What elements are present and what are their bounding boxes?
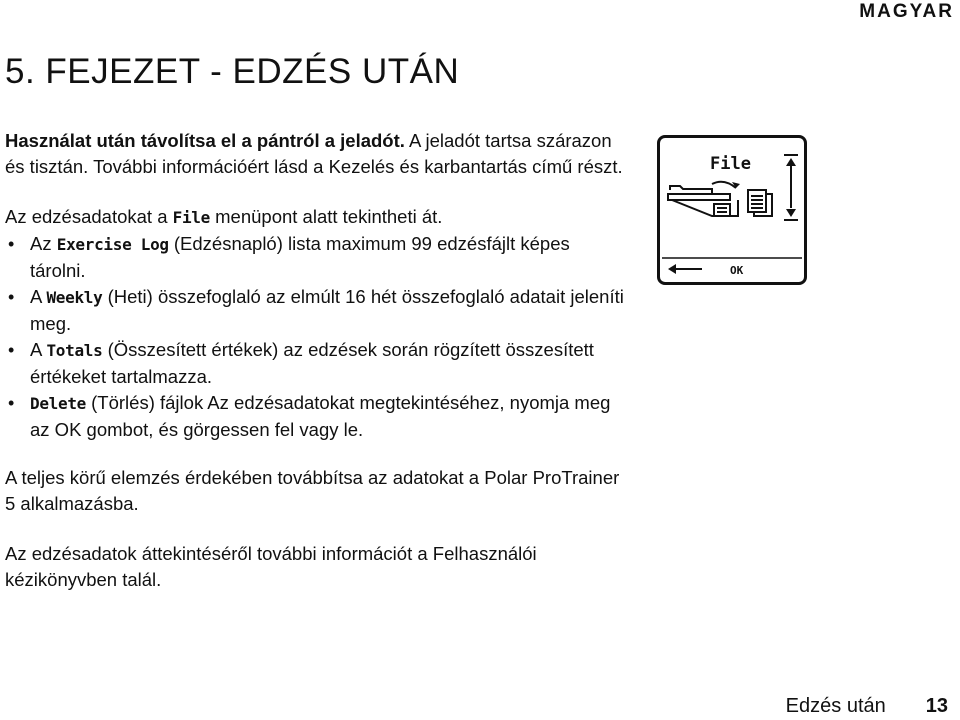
device-screen-illustration (657, 135, 807, 285)
page-footer (786, 695, 948, 718)
list-item (5, 231, 625, 284)
bullet-post: (Törlés) fájlok Az edzésadatokat megtekintéséhez, nyomja meg az OK gombot, és görgessen fel vagy le. (30, 392, 611, 440)
main-text (5, 128, 625, 593)
intro-rest: A jeladót tartsa szárazon és tisztán. További információért lásd a Kezelés és karbantartás című részt. (5, 130, 623, 177)
bullet-term: Delete (30, 394, 86, 413)
device-screen-svg (660, 138, 804, 282)
file-paragraph (5, 204, 625, 231)
language-label: MAGYAR (859, 1, 954, 22)
file-menu-list (5, 231, 625, 443)
manual-paragraph: Az edzésadatok áttekintéséről további információt a Felhasználói kézikönyvben talál. (5, 543, 537, 590)
bullet-term: Totals (46, 341, 103, 360)
ok-label: OK (730, 264, 744, 277)
bullet-post: (Összesített értékek) az edzések során rögzített összesített értékeket tartalmazza. (30, 339, 594, 387)
bullet-post: (Heti) összefoglaló az elmúlt 16 hét összefoglaló adatait jeleníti meg. (30, 286, 624, 334)
bullet-pre: A (30, 339, 47, 360)
bullet-term: Exercise Log (56, 235, 169, 254)
list-item (5, 284, 625, 337)
bullet-term: Weekly (46, 288, 103, 307)
scroll-down-icon (784, 209, 798, 220)
folder-icon (668, 182, 740, 216)
scroll-up-icon (784, 155, 798, 166)
protrainer-paragraph: A teljes körű elemzés érdekében továbbítsa az adatokat a Polar ProTrainer 5 alkalmazásba. (5, 467, 620, 514)
bullet-pre: A (30, 286, 47, 307)
file-para-before: Az edzésadatokat a (5, 206, 173, 227)
page-number: 13 (925, 695, 948, 717)
footer-section: Edzés után (785, 695, 886, 717)
screen-title: File (710, 154, 751, 174)
bullet-pre: Az (30, 233, 57, 254)
bullet-post: (Edzésnapló) lista maximum 99 edzésfájlt képes tárolni. (30, 233, 570, 281)
document-icon (748, 190, 772, 216)
list-item (5, 390, 625, 443)
back-arrow-icon (668, 264, 702, 274)
file-menu-term: File (172, 208, 210, 227)
intro-bold: Használat után távolítsa el a pántról a jeladót. (5, 130, 405, 151)
intro-paragraph (5, 128, 625, 180)
file-para-after: menüpont alatt tekintheti át. (209, 206, 443, 227)
list-item (5, 337, 625, 390)
chapter-title: 5. FEJEZET - EDZÉS UTÁN (5, 52, 460, 91)
